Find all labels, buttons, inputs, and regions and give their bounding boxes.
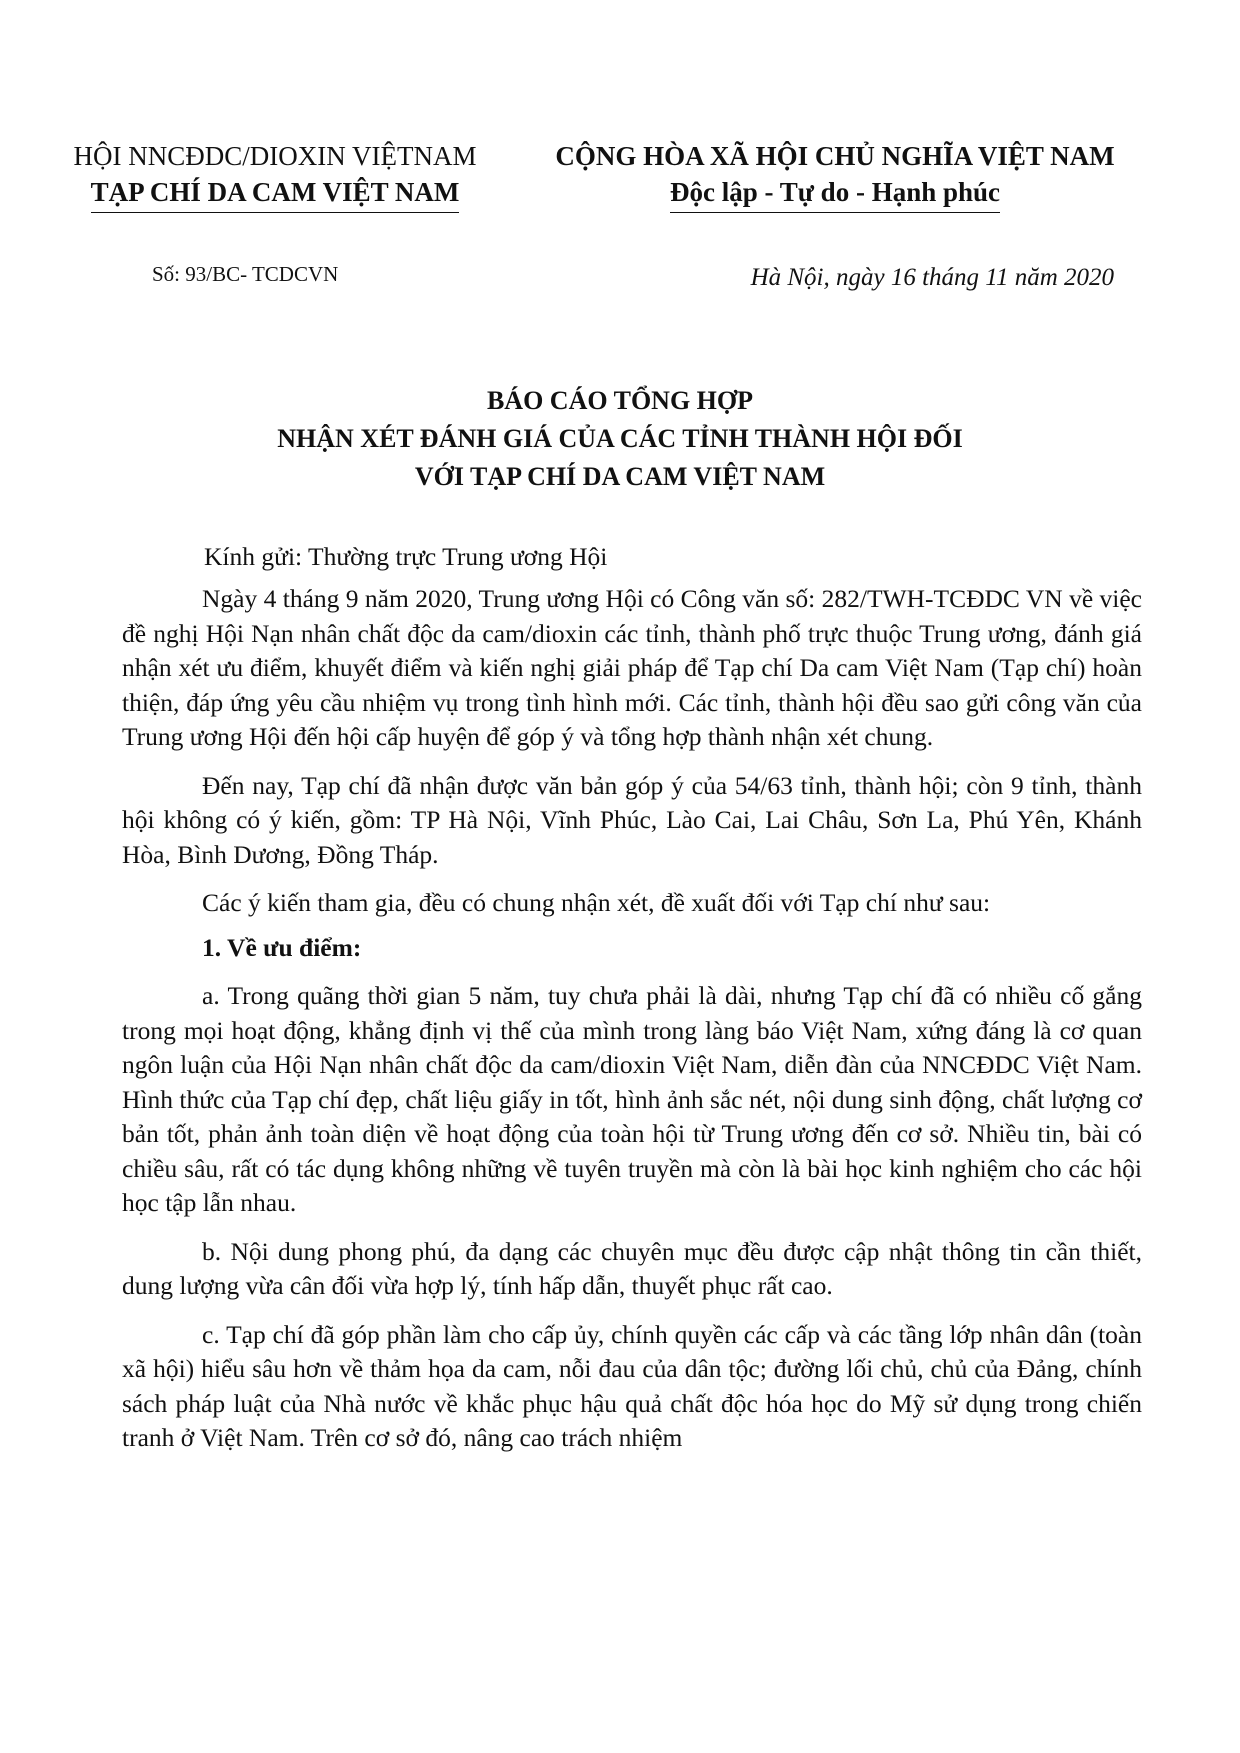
- paragraph-intro: Ngày 4 tháng 9 năm 2020, Trung ương Hội có Công văn số: 282/TWH-TCĐDC VN về việc đề nghị Hội Nạn nhân chất độc da cam/dioxin các tỉnh, thành phố trực thuộc Trung ương, đánh giá nhận xét ưu điểm, khuyết điểm và kiến nghị giải pháp để Tạp chí Da cam Việt Nam (Tạp chí) hoàn thiện, đáp ứng yêu cầu nhiệm vụ trong tình hình mới. Các tỉnh, thành hội đều sao gửi công văn của Trung ương Hội đến hội cấp huyện để góp ý và tổng hợp thành nhận xét chung.: [122, 584, 1142, 751]
- title-line-1: BÁO CÁO TỔNG HỢP: [486, 386, 754, 415]
- paragraph-status: Đến nay, Tạp chí đã nhận được văn bản góp ý của 54/63 tỉnh, thành hội; còn 9 tỉnh, thành hội không có ý kiến, gồm: TP Hà Nội, Vĩnh Phúc, Lào Cai, Lai Châu, Sơn La, Phú Yên, Khánh Hòa, Bình Dương, Đồng Tháp.: [122, 770, 1142, 869]
- reference-number: Số: 93/BC- TCDCVN: [152, 262, 339, 286]
- title-line-2: NHẬN XÉT ĐÁNH GIÁ CỦA CÁC TỈNH THÀNH HỘI ĐỐI: [277, 424, 963, 453]
- org-line-2: TẠP CHÍ DA CAM VIỆT NAM: [91, 174, 460, 213]
- paragraph-b: b. Nội dung phong phú, đa dạng các chuyên mục đều được cập nhật thông tin cần thiết, dung lượng vừa cân đối vừa hợp lý, tính hấp dẫn, thuyết phục rất cao.: [122, 1236, 1142, 1300]
- nation-line-1: CỘNG HÒA XÃ HỘI CHỦ NGHĨA VIỆT NAM: [555, 141, 1115, 171]
- org-line-1: HỘI NNCĐDC/DIOXIN VIỆTNAM: [73, 141, 477, 171]
- paragraph-summary: Các ý kiến tham gia, đều có chung nhận xét, đề xuất đối với Tạp chí như sau:: [202, 888, 991, 917]
- section-heading-strengths: 1. Về ưu điểm:: [202, 932, 362, 962]
- greeting: Kính gửi: Thường trực Trung ương Hội: [204, 542, 608, 571]
- national-motto: [520, 138, 1150, 213]
- nation-line-2: Độc lập - Tự do - Hạnh phúc: [670, 174, 1000, 213]
- paragraph-a: a. Trong quãng thời gian 5 năm, tuy chưa phải là dài, nhưng Tạp chí đã có nhiều cố gắng trong mọi hoạt động, khẳng định vị thế của mình trong làng báo Việt Nam, xứng đáng là cơ quan ngôn luận của Hội Nạn nhân chất độc da cam/dioxin Việt Nam, diễn đàn của NNCĐDC Việt Nam. Hình thức của Tạp chí đẹp, chất liệu giấy in tốt, hình ảnh sắc nét, nội dung sinh động, chất lượng cơ bản tốt, phản ảnh toàn diện về hoạt động của toàn hội từ Trung ương đến cơ sở. Nhiều tin, bài có chiều sâu, rất có tác dụng không những về tuyên truyền mà còn là bài học kinh nghiệm cho các hội học tập lẫn nhau.: [122, 981, 1142, 1217]
- document-date: Hà Nội, ngày 16 tháng 11 năm 2020: [750, 264, 1114, 291]
- document-body: [122, 582, 1142, 1456]
- issuing-organization: [40, 138, 510, 213]
- paragraph-c: c. Tạp chí đã góp phần làm cho cấp ủy, chính quyền các cấp và các tầng lớp nhân dân (toàn xã hội) hiểu sâu hơn về thảm họa da cam, nỗi đau của dân tộc; đường lối chủ, chủ của Đảng, chính sách pháp luật của Nhà nước về khắc phục hậu quả chất độc hóa học do Mỹ sử dụng trong chiến tranh ở Việt Nam. Trên cơ sở đó, nâng cao trách nhiệm: [122, 1319, 1142, 1452]
- document-title: [0, 382, 1240, 496]
- title-line-3: VỚI TẠP CHÍ DA CAM VIỆT NAM: [414, 462, 826, 491]
